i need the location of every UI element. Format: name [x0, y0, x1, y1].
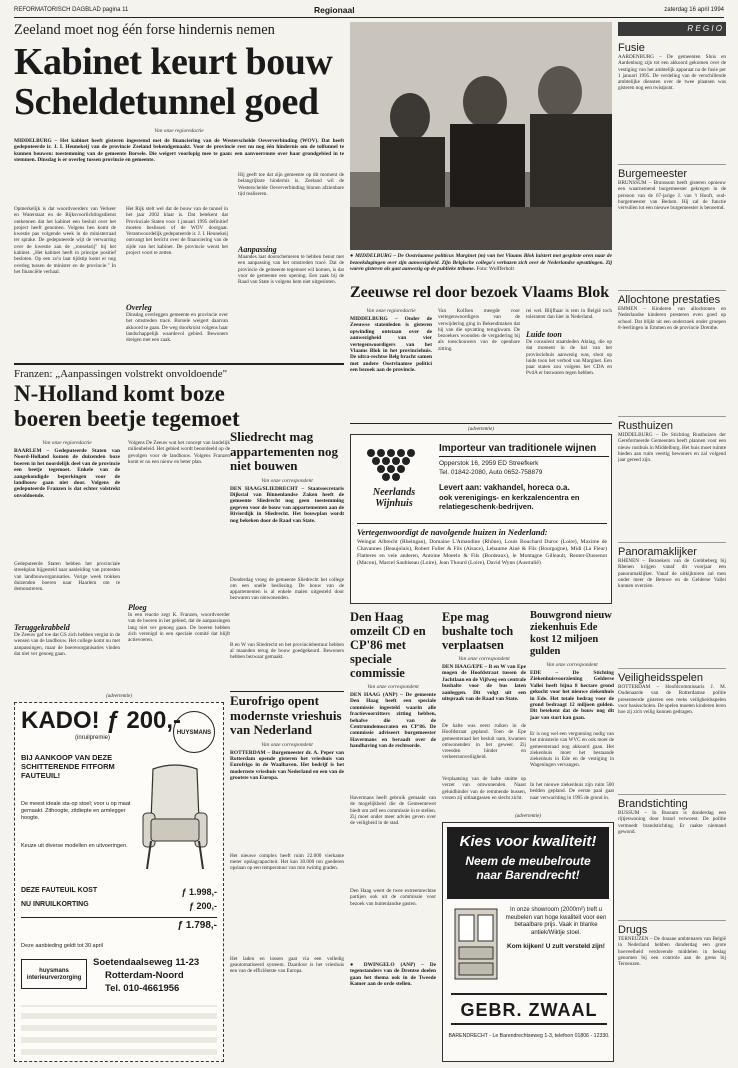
wijnhuis-title: Importeur van traditionele wijnen	[439, 443, 609, 457]
zwaal-banner	[447, 827, 609, 899]
price-row-3	[21, 917, 217, 931]
bouwgrond-byline: Van onze correspondent	[546, 662, 598, 668]
epe-body-1: De halte was eerst ruiken in de Hoofdstraat gepland. Toen de Epe gemeenteraad het besluit nam, kwamen omwonenden in het geweer. Zij vreesden hinder en verkeersonveiligheid.	[442, 723, 526, 761]
regio-items	[618, 42, 726, 1040]
sliedrecht-headline: Sliedrecht mag appartementen nog niet bouwen	[230, 429, 338, 473]
kado-ad-label: (advertentie)	[106, 694, 132, 699]
regio-item	[618, 416, 726, 536]
denhaag-byline: Van onze correspondent	[367, 684, 419, 690]
bouwgrond-lead: EDE – De Stichting Ziekenhuisvoorziening Gelderse Vallei heeft bijna 8 hectare grond gekocht voor het nieuwe ziekenhuis in Ede. Het totale bedrag voor de grond bedraagt 12 miljoen gulden. Dit betekent dat de bouw nog dit jaar van start kan gaan.	[530, 670, 614, 721]
news-photo	[350, 22, 612, 250]
kado-city: Rotterdam-Noord	[105, 970, 184, 981]
regio-item	[618, 542, 726, 662]
zwaal-ad-label: (advertentie)	[515, 814, 541, 819]
bouwgrond-article	[530, 610, 614, 810]
lead-body-col-1: Opmerkelijk is dat woordvoerders van Verkeer en Waterstaat en de Rijksvoorlichtingsdienst ontkennen dat het kabinet een besluit over het project heeft genomen. Volgens hen komt de kwestie pas volgende week in de ministerraad ter sprake. De gedeputeerde wijt de verwarring over de kwestie aan de „ronselarij" bij het kabinet. „Het kabinet heeft in principe positief besloten. Op een zo'n laat tijdstip komt er nog overleg tussen de minister en de provincie." In het financiële verhaal.	[14, 206, 116, 275]
kado-headline: KADO! ƒ 200,-	[21, 707, 182, 734]
rule-eurofrigo	[230, 691, 344, 692]
price-label-2: NU INRUILKORTING	[21, 901, 89, 908]
regio-item	[618, 42, 726, 158]
regio-item-title: Drugs	[618, 924, 648, 936]
wijnhuis-ad-label: (advertentie)	[468, 427, 494, 432]
franzen-col-2	[128, 440, 230, 690]
eurofrigo-body-1: Het nieuwe complex heeft ruim 22.000 vierkante meter opslagcapaciteit. Het kan 30.000 ton goederen opslaan op een temperatuur van min twintig graden.	[230, 852, 344, 872]
lead-col-3	[238, 172, 344, 356]
sliedrecht-byline: Van onze correspondent	[261, 477, 313, 484]
franzen-body-4: In een reactie zegt K. Franzen, woordvoerder van de boeren in het gebied, dat de aanpassingen lang niet ver genoeg gaan. De boeren hebben zich verenigd in een speciale comité dat blijft actievoeren.	[128, 612, 230, 644]
eurofrigo-body-2: Het laden en lossen gaat via een volledig geautomatiseerd systeem. Daardoor is het vrieshuis een van de efficiëntste van Europa.	[230, 955, 344, 975]
regio-item	[618, 164, 726, 284]
masthead-left: REFORMATORISCH DAGBLAD pagina 11	[14, 7, 129, 13]
franzen-kicker: Franzen: „Aanpassingen volstrekt onvoldoende"	[14, 368, 228, 380]
masthead-section: Regionaal	[314, 5, 355, 15]
regio-item-title: Panoramaklijker	[618, 546, 697, 558]
epe-article	[442, 610, 526, 810]
kado-phone: Tel. 010-4661956	[105, 983, 180, 994]
vlaams-body-3: rei wel. Blijfhaar is tem in België toch toleranter dan hier in Nederland.	[526, 308, 612, 321]
kado-text-2: De meest ideale sta-op stoel; voor u op maat gemaakt. Zithoogte, zitdiepte en armlegger hoogte.	[21, 801, 131, 821]
kado-ad	[14, 702, 224, 1062]
zwaal-text: In onze showroom (2000m²) treft u meubelen van hoge kwaliteit voor een betaalbare prijs. Vaak in blanke antiek/Wiktje stoel.	[505, 907, 607, 936]
denhaag-body-3: ● DWINGELO (ANP) – De tegenstanders van de Drentse doelen gaan het thema ook in de Tweede Kamer aan de orde stellen.	[350, 962, 436, 988]
regio-item-title: Burgemeester	[618, 168, 688, 180]
lead-byline: Van onze regioredactie	[154, 128, 204, 134]
photo-caption	[350, 253, 612, 281]
franzen-byline: Van onze regioredactie	[42, 440, 92, 446]
lead-sub-overleg: Overleg	[126, 303, 152, 312]
sliedrecht-body-2: B en W van Sliedrecht en het provinciebestuur hebben al maanden terug de bouw goedgekeurd. Bewoners hebben bezwaar gemaakt.	[230, 641, 344, 661]
regio-item-text: EMMEN – Kinderen van allochtonen en Nederlandse kinderen presteren even goed op school. Dat blijkt uit een onderzoek onder groepen 8-leerlingen in Emmen en de provincie Drenthe.	[618, 306, 726, 331]
wijnhuis-logo-name: Neerlands Wijnhuis	[372, 487, 416, 509]
regio-item	[618, 794, 726, 914]
eurofrigo-lead: ROTTERDAM – Burgemeester dr. A. Peper van Rotterdam opende gisteren het vrieshuis van Eurofrigo in de Waalhaven. Het bedrijf is het modernste vrieshuis van Nederland en een van de grootste van Europa.	[230, 749, 344, 782]
wijnhuis-reps-text: Weingut Albrecht (Rheingau), Domaine L'Amandine (Rhône), Louis Bouchard Duroc (Loire), Maxime de Chavannes (Beaujolais), Robert Fuller & Fils (Alsace), Lebaume Ainé & Fils (Bourgogne), Midi (La Fleur) Flatteres en vele anderen, Antoine Moeelo & Fils (Bordeaux), le Montagne Gilleault, Reuter-Dussenot (Macon), Marcel Saubiseau (Loire), Jean Thourd (Loire), David Wynn (Australië)	[357, 539, 607, 566]
masthead	[14, 6, 724, 18]
price-1: ƒ 1.998,-	[181, 887, 217, 897]
regio-item-text: MIDDELBURG – De Stichting Rusthuizen der Gereformeerde Gemeenten heeft plannen voor een nieuw rusthuis in Middelburg. Het huis moet ruimte bieden aan ruim veertig bewoners en zal volgend jaar gereed zijn.	[618, 432, 726, 464]
franzen-headline-2: boeren beetje tegemoet	[14, 406, 240, 431]
wijnhuis-address: Opperstok 16, 2959 ED Streefkerk	[439, 460, 539, 467]
franzen-lead: BAARLEM – Gedeputeerde Staten van Noord-Holland komen de duizenden boze boeren in het noordelijk deel van de provincie een beetje tegemoet. Enkele van de aangekondigde beperkingen voor de landbouw gaan niet door. Volgens de gedeputeerde Franzen is dat echter volstrekt onvoldoende.	[14, 448, 120, 499]
regio-item-title: Allochtone prestaties	[618, 294, 721, 306]
vlaams-col-2: Van Kolfsen meegde voor vertegenwoordigers van de verwijdering ging in Bekendmaken dat hij van die opvatting terugkwam. De bezoekers woonden de vergadering bij als toeschouwers van de openbare zitting.	[438, 308, 520, 352]
photo-credit: Foto: Wolfferholt	[476, 266, 514, 272]
regio-sidebar	[618, 22, 726, 1062]
denhaag-article	[350, 610, 436, 1062]
kado-brand: HUYSMANS	[176, 730, 212, 736]
denhaag-body-2: Den Haag weert de twee extreemrechtse partijen ook uit de commissie voor bezoek van buitenlandse gasten.	[350, 888, 436, 907]
bouwgrond-body-1: Er is nog wel een vergunning nodig van het ministerie van WVC en ook moet de gemeenteraad nog akkoord gaan. Het ziekenhuis moet het bestaande ziekenhuis in Ede en de vestiging in Wageningen vervangen.	[530, 731, 614, 769]
sliedrecht-article	[230, 430, 344, 688]
vlaams-col-1	[350, 308, 432, 418]
regio-item-text: BUSSUM – In Bussum is donderdag een rijtjeswoning door brand verwoest. De politie vermoedt brandstichting. Er raakte niemand gewond.	[618, 810, 726, 835]
kado-text-3: Keuze uit diverse modellen en uitvoeringen.	[21, 843, 128, 849]
regio-tag	[618, 22, 726, 36]
lead-headline-2: Scheldetunnel goed	[14, 81, 319, 123]
huysmans-tag: huysmans interieurverzorging	[26, 968, 82, 981]
kado-valid: Deze aanbieding geldt tot 30 april	[21, 943, 103, 949]
regio-item-text: ROTTERDAM – Hoofdcommissaris J. M. Oudenaarde van de Rotterdamse politie presenteerde gisteren een reeks veiligheidsspelen voor basisscholen. De spelen moeten kinderen leren hoe zij zich veilig kunnen gedragen.	[618, 684, 726, 716]
vlaams-headline: Zeeuwse rel door bezoek Vlaams Blok	[350, 284, 610, 301]
wijnhuis-line-2: ook verenigings- en kerkzalencentra en relatiegeschenk-bedrijven.	[439, 493, 580, 511]
zwaal-banner-2: Neem de meubelroute naar Barendrecht!	[465, 854, 591, 882]
price-3: ƒ 1.798,-	[177, 920, 217, 931]
eurofrigo-article	[230, 694, 344, 1062]
rule-2	[350, 423, 612, 424]
kado-text-1: BIJ AANKOOP VAN DEZE SCHITTERENDE FITFORM FAUTEUIL!	[21, 753, 115, 780]
regio-item	[618, 668, 726, 788]
epe-body-2: Verplaatsing van de halte stuitte op verzet van omwonenden. Naast geluidhinder van de remmende bussen, vrezen zij uitlaatgassen en slecht zicht.	[442, 776, 526, 801]
regio-tag-text: R E G I O	[687, 24, 722, 33]
kado-footer-bar	[21, 1005, 217, 1055]
price-row-1	[21, 887, 217, 897]
regio-item-title: Fusie	[618, 42, 645, 54]
zwaal-banner-1: Kies voor kwaliteit!	[459, 833, 597, 850]
lead-body-overleg: Dinsdag overleggen gemeente en provincie over het omstreden tracé. Borsele weigert daarvan akkoord te gaan. De weg doorkruist volgens haar landschappelijk waardevol gebied. Bewoners dreigen met een zaak.	[126, 312, 228, 344]
fauteuil-chair-icon	[135, 761, 215, 873]
kado-brand-logo	[173, 711, 215, 753]
regio-item-title: Veiligheidsspelen	[618, 672, 704, 684]
lead-headline-1: Kabinet keurt bouw	[14, 41, 333, 83]
bouwgrond-headline: Bouwgrond nieuw ziekenhuis Ede kost 12 miljoen gulden	[530, 610, 612, 657]
photo-illustration-icon	[350, 22, 612, 250]
epe-lead: DEN HAAG/EPE – B en W van Epe mogen de Hoofdstraat tussen de Jachtlaan en de Vijfweg een centrale bushalte voor de bus laten aanleggen. Dit volgt uit een uitspraak van de Raad van State.	[442, 664, 526, 703]
rule-1	[14, 363, 344, 365]
lead-sub-aanpassing: Aanpassing	[238, 245, 277, 254]
epe-headline: Epe mag bushalte toch verplaatsen	[442, 610, 514, 652]
kado-sub: (inruilpremie)	[75, 735, 111, 741]
regio-item-title: Brandstichting	[618, 798, 688, 810]
lead-body-col-2: Het Rijk stelt wel dat de bouw van de tunnel in het jaar 2002 klaar is. Dat betekent dat Provinciale Staten voor 1 januari 1995 definitief moeten beslissen of de WOV doorgaat. Verantwoordelijk gedeputeerde ir. J. I. Heunekeij ontvangt het bericht over de financiering van de zijde van het kabinet. De provincie wenst het project voort te zetten.	[126, 206, 228, 257]
regio-item-text: AARDENBURG – De gemeenten Sluis en Aardenburg zijn tot een akkoord gekomen over de vestiging van het ambtelijk apparaat na de fusie per 1 januari 1995. De verdeling van de verschillende ambtelijke diensten over de twee plaatsen was gisteren nog een twistpunt.	[618, 54, 726, 92]
huysmans-logo	[21, 959, 87, 989]
eurofrigo-byline: Van onze correspondent	[261, 741, 313, 748]
denhaag-lead: DEN HAAG (ANP) – De gemeente Den Haag heeft een speciale commissie ingesteld waarin alle fractievoorzitters zitting hebben, behalve die van de Centrumdemocraten en CP'86. De commissie adviseert burgemeester Havermans en beraadt over de handhaving van de rechtsorde.	[350, 692, 436, 750]
masthead-date: zaterdag 16 april 1994	[664, 7, 724, 13]
franzen-body-2: De Zeeuw gaf toe dat GS zich hebben vergist in de wensen van de landbouw. Het college komt nu met aanpassingen, maar de boerenorganisaties vinden dat niet ver genoeg gaan.	[14, 632, 120, 657]
lead-kicker: Zeeland moet nog één forse hindernis nemen	[14, 22, 275, 38]
bouwgrond-body-2: In het nieuwe ziekenhuis zijn ruim 500 bedden gepland. De eerste paal gaat naar verwachting in 1995 de grond in.	[530, 782, 614, 801]
sliedrecht-lead: DEN HAAG/SLIEDRECHT – Staatssecretaris Dijkstal van Binnenlandse Zaken heeft de gemeente Sliedrecht nog geen toestemming gegeven voor de bouw van appartementen aan de Rivierdijk in Sliedrecht. Het bouwplan wordt nog bekeken door de Raad van State.	[230, 485, 344, 524]
zwaal-address: BARENDRECHT - Le Barendrechtseweg 1-3, telefoon 01806 - 12330.	[448, 1033, 610, 1039]
price-label-1: DEZE FAUTEUIL KOST	[21, 887, 98, 894]
regio-item-text: TERNEUZEN – De douane ambtenaren van België in Nederland hebben donderdag een grote hoeveelheid verdovende middelen in beslag genomen bij een controle aan de grens bij Terneuzen.	[618, 936, 726, 968]
vlaams-sub: Luide toon	[526, 330, 562, 339]
zwaal-tagline: Kom kijken! U zult versteld zijn!	[507, 943, 605, 950]
franzen-body-3: Volgens De Zeeuw wat het concept van landelijk milieubeleid. Het gebied wordt beoordeeld op de gevolgen voor de landbouw. Volgens Franzen komt er nu een nieuw en beter plan.	[128, 440, 230, 465]
regio-item-title: Rusthuizen	[618, 420, 674, 432]
price-row-2	[21, 901, 217, 911]
wijnhuis-line-1: Levert aan: vakhandel, horeca o.a.	[439, 483, 570, 492]
eurofrigo-headline: Eurofrigo opent modernste vrieshuis van Nederland	[230, 693, 342, 737]
epe-byline: Van onze correspondent	[458, 656, 510, 662]
wijnhuis-ad	[350, 434, 612, 604]
zwaal-name: GEBR. ZWAAL	[460, 1000, 598, 1020]
franzen-sub-ploeg: Ploeg	[128, 603, 147, 612]
regio-item	[618, 920, 726, 1040]
wijnhuis-reps-title: Vertegenwoordigt de navolgende huizen in Nederland:	[357, 523, 607, 537]
zwaal-ad	[442, 822, 614, 1062]
lead-body-aanpassing: Maandes laat doorschemeren te hebben benut met een aanpassing van het omstreden tracé. Dat de provincie de gemeente tegemoet wil komen, is dat voor de gemeente een opening. Een zaak bij de Raad van State is volgens hem niet uitgesloten.	[238, 254, 344, 286]
franzen-col-1	[14, 440, 120, 690]
wijnhuis-phone: Tel. 01842-2080, Auto 0652-758879	[439, 469, 543, 476]
denhaag-body-1: Havermans heeft gebruik gemaakt van de mogelijkheid die de Gemeentewet biedt om zelf een commissie in te stellen. Zij moet onder meer advies geven over de veiligheid in de stad.	[350, 795, 436, 827]
grapes-logo-icon	[361, 445, 421, 485]
regio-item-text: RHENEN – Bezoekers van de Grebbeberg bij Rhenen krijgen vanaf dit voorjaar een panoramaklijker. Vanaf de uitkijktoren zal men onder meer de Betuwe en de Gelderse Vallei kunnen overzien.	[618, 558, 726, 590]
kado-address: Soetendaalseweg 11-23	[93, 957, 200, 968]
vlaams-col-3	[526, 308, 612, 418]
lead-body-col-3: Hij geeft toe dat zijn gemeente op dit moment de belangrijkste hindernis is. Zeeland wil de Westerschelde Oeververbinding binnen afzienbare tijd realiseren.	[238, 172, 344, 197]
vlaams-byline: Van onze regioredactie	[366, 308, 416, 314]
franzen-headline-1: N-Holland komt boze	[14, 381, 225, 406]
lead-article	[14, 22, 344, 359]
franzen-body-1: Gedeputeerde Staten hebben het provinciale streekplan bijgesteld naar aanleiding van protesten van landbouworganisaties. Vorige week trokken duizenden boeren naar Haarlem om te demonstreren.	[14, 561, 120, 593]
lead-col-2	[126, 206, 228, 356]
denhaag-headline: Den Haag omzeilt CD en CP'86 met speciale commissie	[350, 610, 426, 680]
vlaams-body-4: De consulent staatsleden Aktiag, die op dat moment in de hal van het provinciehuis aanwezig was, sloot op luide toon het verbod van Marginet. Een paar staten zou volgens het CDA en PvdA er bezwaren tegen hebben.	[526, 339, 612, 377]
regio-item	[618, 290, 726, 410]
regio-item-text: BRUNSSUM – Brunssum heeft gisteren opnieuw een waarnemend burgemeester gekregen in de persoon van de 67-jarige J. van 't Hooft, oud-burgemeester van Bedum. Hij zal de functie vervullen tot een nieuwe burgemeester is benoemd.	[618, 180, 726, 212]
vlaams-lead: MIDDELBURG – Onder de Zeeuwse statenleden is gisteren opwinding ontstaan over de aanwezigheid van vier vertegenwoordigers van het Vlaams Blok in het provinciehuis. De ultra-rechtse Belg bracht samen met andere Oostvlaamse politici een bezoek aan de provincie.	[350, 316, 432, 374]
price-2: ƒ 200,-	[188, 901, 217, 911]
lead-intro: MIDDELBURG – Het kabinet heeft gisteren ingestemd met de financiering van de Westerschelde Oeververbinding (WOV). Dat heeft gedeputeerde ir. J. I. Heunekeij van de provincie Zeeland bekendgemaakt. Voor de provincie rest nu nog één hindernis om de tolfunnel te kunnen bouwen: toestemming van de gemeente Borsele. Die weigert voorlopig mee te gaan: een aanvoerroute over haar grondgebied in te stemmen. Dinsdag is er overleg tussen provincie en gemeente.	[14, 138, 344, 164]
furniture-cabinet-icon	[451, 905, 501, 985]
zwaal-logo	[451, 993, 607, 1025]
franzen-sub: Teruggekrabbeld	[14, 623, 70, 632]
sliedrecht-body-1: Donderdag vroeg de gemeente Sliedrecht het college om een snelle beslissing. De bouw van de appartementen is al enkele malen uitgesteld door bezwaren van omwonenden.	[230, 576, 344, 602]
photo-caption-text: ● MIDDELBURG – De Oostvlaamse politicus Marginet (m) van het Vlaams Blok luistert met gespitste oren naar de bezoekdagingen over zijn aanwezigheid. Zijn Belgische collega's verbazen zich over de Nederlandse opvattingen. Zij waren gisteren als gast aanwezig op de publieke tribune.	[350, 253, 612, 272]
vlaams-article	[350, 284, 612, 419]
